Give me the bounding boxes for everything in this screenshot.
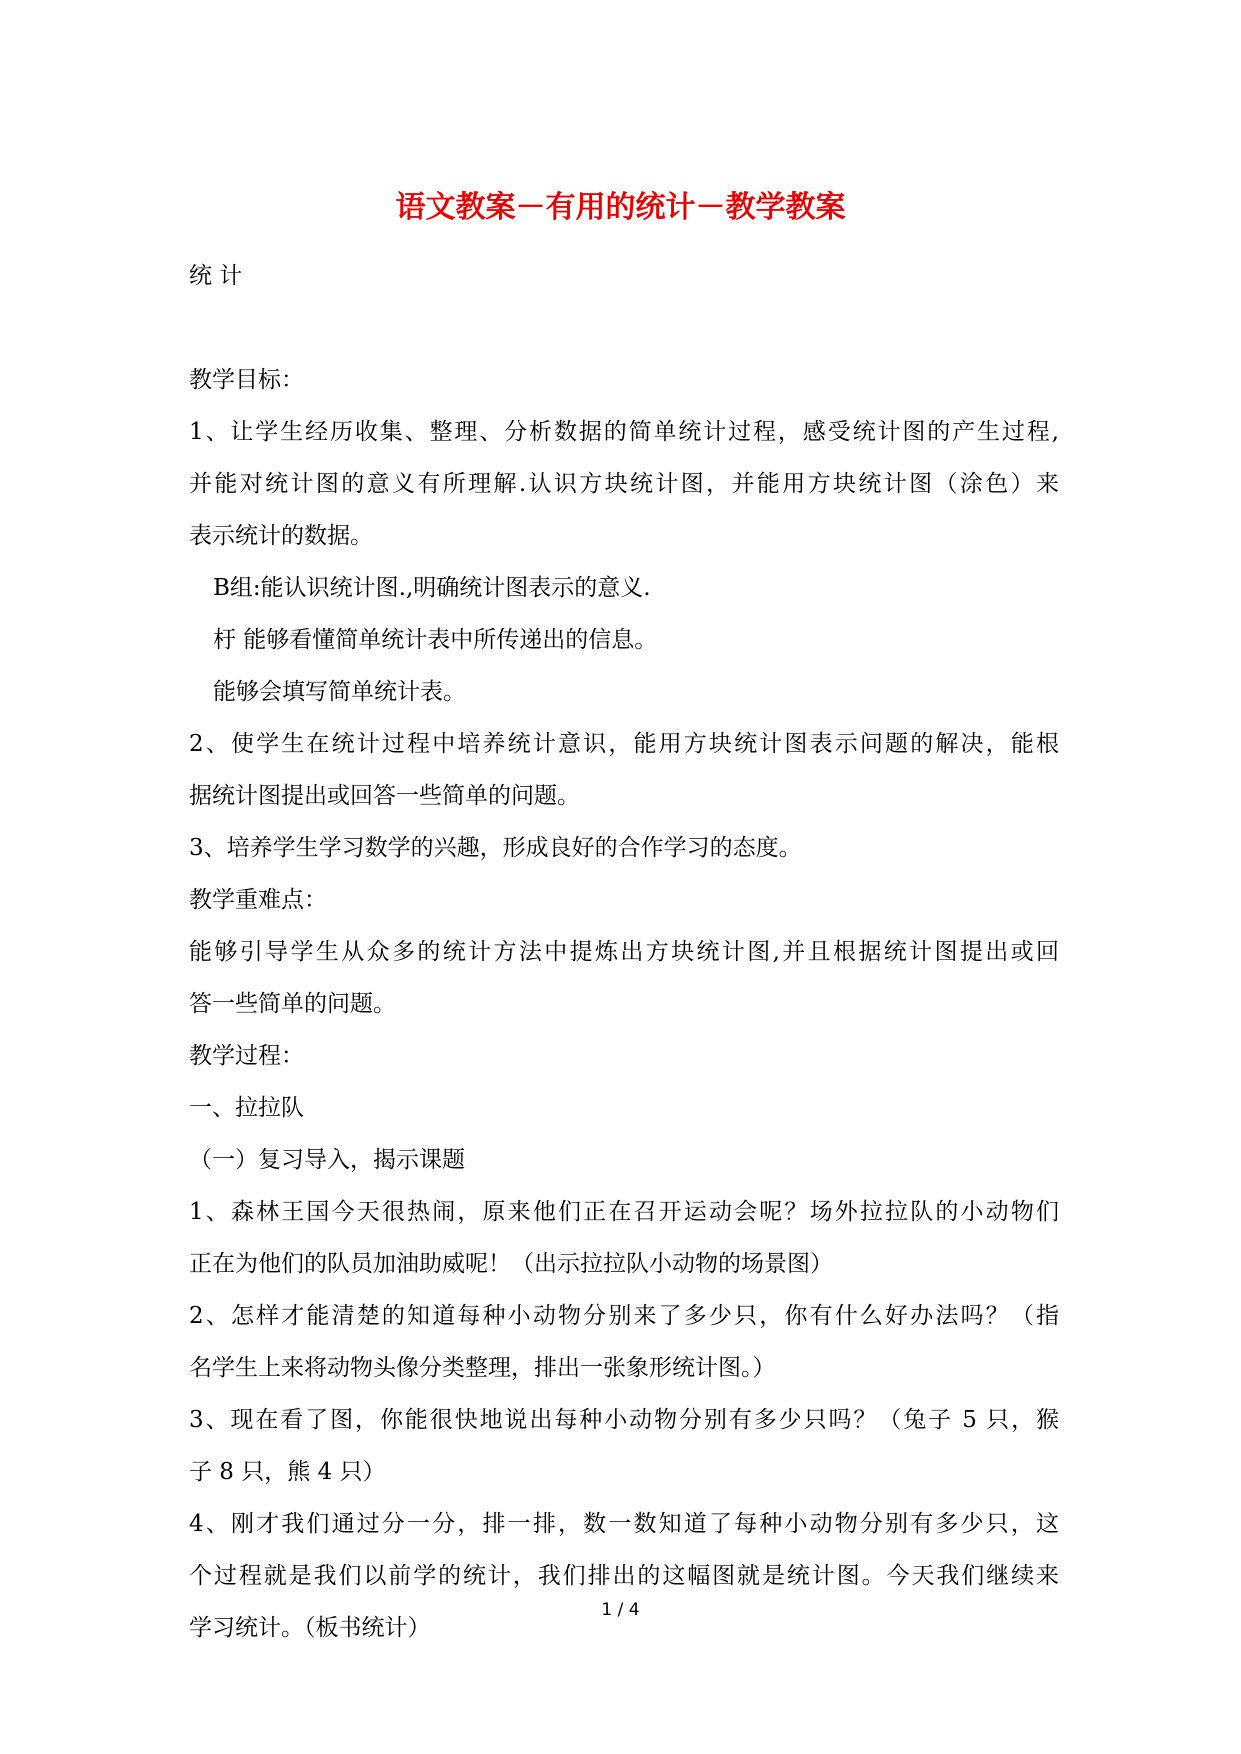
blank-line <box>189 302 1059 354</box>
paragraph-line: 杅 能够看懂简单统计表中所传递出的信息。 <box>213 627 658 653</box>
document-body <box>189 250 1059 1654</box>
document-title: 语文教案－有用的统计－教学教案 <box>395 190 846 225</box>
paragraph-line: 并能对统计图的意义有所理解.认识方块统计图，并能用方块统计图（涂色）来 <box>189 471 1059 497</box>
paragraph-line: 答一些简单的问题。 <box>189 991 396 1017</box>
paragraph-line: 2、使学生在统计过程中培养统计意识，能用方块统计图表示问题的解决，能根 <box>189 731 1059 757</box>
paragraph-line: 学习统计。（板书统计） <box>189 1615 431 1641</box>
subheading: 一、拉拉队 <box>189 1095 304 1121</box>
paragraph-line: 正在为他们的队员加油助威呢！（出示拉拉队小动物的场景图） <box>189 1251 833 1277</box>
paragraph-line: B组:能认识统计图.,明确统计图表示的意义. <box>213 575 651 601</box>
section-heading: 统 计 <box>189 263 243 289</box>
heading-key-points: 教学重难点： <box>189 887 327 913</box>
paragraph-line: 3、培养学生学习数学的兴趣，形成良好的合作学习的态度。 <box>189 835 802 861</box>
paragraph-line: 能够会填写简单统计表。 <box>213 679 466 705</box>
paragraph-line: 3、现在看了图，你能很快地说出每种小动物分别有多少只吗？（兔子 5 只，猴 <box>189 1407 1059 1433</box>
paragraph-line: 名学生上来将动物头像分类整理，排出一张象形统计图。） <box>189 1355 776 1381</box>
paragraph-line: 据统计图提出或回答一些简单的问题。 <box>189 783 580 809</box>
paragraph-line: 表示统计的数据。 <box>189 523 373 549</box>
heading-teaching-goals: 教学目标： <box>189 367 304 393</box>
paragraph-line: 4、刚才我们通过分一分，排一排，数一数知道了每种小动物分别有多少只，这 <box>189 1511 1059 1537</box>
paragraph-line: 子 8 只，熊 4 只） <box>189 1459 386 1485</box>
subheading: （一）复习导入，揭示课题 <box>189 1147 465 1173</box>
paragraph-line: 1、森林王国今天很热闹，原来他们正在召开运动会呢？场外拉拉队的小动物们 <box>189 1199 1059 1225</box>
paragraph-line: 个过程就是我们以前学的统计，我们排出的这幅图就是统计图。今天我们继续来 <box>189 1563 1059 1589</box>
paragraph-line: 1、让学生经历收集、整理、分析数据的简单统计过程，感受统计图的产生过程, <box>189 419 1059 445</box>
page-number: 1 / 4 <box>601 1600 640 1620</box>
paragraph-line: 能够引导学生从众多的统计方法中提炼出方块统计图,并且根据统计图提出或回 <box>189 939 1059 965</box>
heading-teaching-process: 教学过程： <box>189 1043 304 1069</box>
paragraph-line: 2、怎样才能清楚的知道每种小动物分别来了多少只，你有什么好办法吗？（指 <box>189 1303 1059 1329</box>
